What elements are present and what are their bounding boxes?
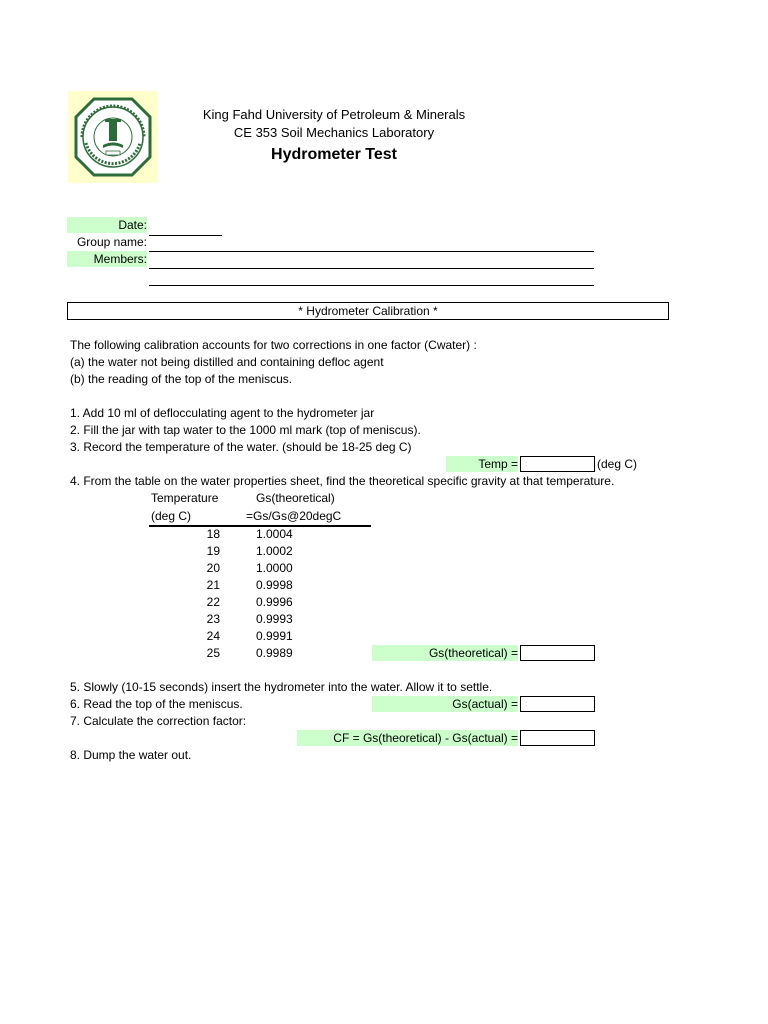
step-6: 6. Read the top of the meniscus. <box>70 697 243 711</box>
table-cell-temp: 22 <box>206 595 220 609</box>
step-5: 5. Slowly (10-15 seconds) insert the hydrometer into the water. Allow it to settle. <box>70 680 493 694</box>
page-title: Hydrometer Test <box>271 146 397 163</box>
temp-input[interactable] <box>520 456 595 472</box>
seal-icon <box>68 91 158 183</box>
table-header-temp-unit: (deg C) <box>151 509 192 523</box>
table-cell-gs: 0.9991 <box>256 629 293 643</box>
table-cell-gs: 0.9996 <box>256 595 293 609</box>
section-title: * Hydrometer Calibration * <box>67 302 669 320</box>
temp-label: Temp = <box>446 456 518 472</box>
temp-unit: (deg C) <box>597 457 638 471</box>
members-label: Members: <box>67 251 147 267</box>
date-field[interactable] <box>149 235 222 236</box>
group-name-label: Group name: <box>76 235 147 249</box>
step-3: 3. Record the temperature of the water. (should be 18-25 deg C) <box>70 440 412 454</box>
university-name: King Fahd University of Petroleum & Minerals <box>202 107 466 122</box>
gs-actual-label: Gs(actual) = <box>372 696 518 712</box>
gs-actual-input[interactable] <box>520 696 595 712</box>
university-logo <box>68 91 158 183</box>
intro-text: The following calibration accounts for two corrections in one factor (Cwater) : <box>70 338 477 352</box>
table-cell-gs: 1.0002 <box>256 544 293 558</box>
step-2: 2. Fill the jar with tap water to the 1000 ml mark (top of meniscus). <box>70 423 421 437</box>
step-8: 8. Dump the water out. <box>70 748 192 762</box>
table-cell-temp: 24 <box>206 629 220 643</box>
table-header-gs-formula: =Gs/Gs@20degC <box>246 509 342 523</box>
table-cell-temp: 19 <box>206 544 220 558</box>
table-cell-gs: 0.9989 <box>256 646 293 660</box>
step-7: 7. Calculate the correction factor: <box>70 714 247 728</box>
table-header-temperature: Temperature <box>151 491 219 505</box>
course-name: CE 353 Soil Mechanics Laboratory <box>233 125 435 140</box>
cf-label: CF = Gs(theoretical) - Gs(actual) = <box>297 730 518 746</box>
group-name-field[interactable] <box>149 251 594 252</box>
table-cell-temp: 23 <box>206 612 220 626</box>
table-cell-gs: 1.0000 <box>256 561 293 575</box>
step-1: 1. Add 10 ml of deflocculating agent to the hydrometer jar <box>70 406 375 420</box>
step-4: 4. From the table on the water properties sheet, find the theoretical specific gravity at that temperature. <box>70 474 615 488</box>
table-cell-gs: 1.0004 <box>256 527 293 541</box>
members-field-2[interactable] <box>149 285 594 286</box>
table-cell-temp: 21 <box>206 578 220 592</box>
table-header-gs: Gs(theoretical) <box>256 491 335 505</box>
gs-theoretical-label: Gs(theoretical) = <box>372 645 518 661</box>
intro-point-b: (b) the reading of the top of the meniscus. <box>70 372 293 386</box>
table-cell-gs: 0.9993 <box>256 612 293 626</box>
table-cell-gs: 0.9998 <box>256 578 293 592</box>
table-cell-temp: 20 <box>206 561 220 575</box>
table-cell-temp: 18 <box>206 527 220 541</box>
intro-point-a: (a) the water not being distilled and containing defloc agent <box>70 355 384 369</box>
members-field-1[interactable] <box>149 268 594 269</box>
gs-theoretical-input[interactable] <box>520 645 595 661</box>
cf-input[interactable] <box>520 730 595 746</box>
table-cell-temp: 25 <box>206 646 220 660</box>
date-label: Date: <box>67 217 147 233</box>
